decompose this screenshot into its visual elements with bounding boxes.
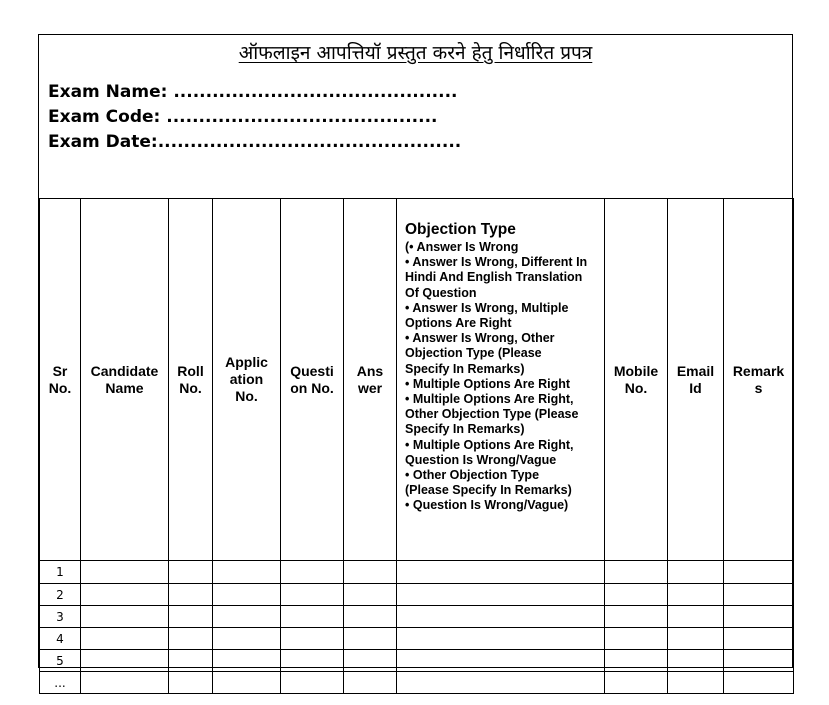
table-row (40, 606, 794, 628)
header-mobile-no: Mobile No. (605, 199, 668, 561)
roll-no-cell[interactable] (169, 584, 213, 606)
candidate-name-cell[interactable] (81, 628, 169, 650)
roll-no-cell[interactable] (169, 606, 213, 628)
answer-cell[interactable] (344, 584, 397, 606)
objection-option: • Answer Is Wrong, Different In Hindi And English Translation Of Question (405, 255, 588, 300)
table-row (40, 672, 794, 694)
email-id-cell[interactable] (668, 650, 724, 672)
question-no-cell[interactable] (281, 561, 344, 584)
mobile-no-cell[interactable] (605, 584, 668, 606)
question-no-cell[interactable] (281, 584, 344, 606)
objection-table (39, 198, 794, 694)
answer-cell[interactable] (344, 672, 397, 694)
candidate-name-cell[interactable] (81, 584, 169, 606)
question-no-cell[interactable] (281, 650, 344, 672)
application-no-cell[interactable] (213, 584, 281, 606)
answer-cell[interactable] (344, 606, 397, 628)
application-no-cell[interactable] (213, 628, 281, 650)
mobile-no-cell[interactable] (605, 606, 668, 628)
answer-cell[interactable] (344, 628, 397, 650)
header-roll-no: Roll No. (169, 199, 213, 561)
objection-option: • Answer Is Wrong, Multiple Options Are Right (405, 300, 569, 331)
header-remarks: Remarks (724, 199, 794, 561)
remarks-cell[interactable] (724, 628, 794, 650)
roll-no-cell[interactable] (169, 561, 213, 584)
question-no-cell[interactable] (281, 628, 344, 650)
remarks-cell[interactable] (724, 606, 794, 628)
table-row (40, 561, 794, 584)
objection-type-title: Objection Type (405, 221, 516, 238)
application-no-cell[interactable] (213, 606, 281, 628)
exam-name-field: Exam Name: ............................................ (48, 82, 458, 102)
objection-type-cell[interactable] (397, 672, 605, 694)
candidate-name-cell[interactable] (81, 561, 169, 584)
objection-option: (• Answer Is Wrong (405, 240, 519, 254)
email-id-cell[interactable] (668, 628, 724, 650)
row-number: 4 (40, 628, 81, 650)
mobile-no-cell[interactable] (605, 628, 668, 650)
header-row (40, 199, 794, 561)
objection-type-cell[interactable] (397, 584, 605, 606)
objection-option: • Multiple Options Are Right (405, 376, 571, 391)
email-id-cell[interactable] (668, 606, 724, 628)
objection-option: • Multiple Options Are Right, Question Is Wrong/Vague (405, 437, 574, 467)
header-email-id: Email Id (668, 199, 724, 561)
row-number: 5 (40, 650, 81, 672)
exam-date-field: Exam Date:............................................... (48, 132, 462, 152)
email-id-cell[interactable] (668, 672, 724, 694)
mobile-no-cell[interactable] (605, 672, 668, 694)
candidate-name-cell[interactable] (81, 606, 169, 628)
mobile-no-cell[interactable] (605, 650, 668, 672)
table-row (40, 584, 794, 606)
row-number: 2 (40, 584, 81, 606)
row-number: ... (40, 672, 81, 694)
header-sr-no: Sr No. (40, 199, 81, 561)
form-header (39, 35, 792, 198)
row-number: 1 (40, 561, 81, 584)
roll-no-cell[interactable] (169, 672, 213, 694)
objection-option: • Answer Is Wrong, Other Objection Type (Please Specify In Remarks) (405, 331, 555, 376)
objection-option: • Multiple Options Are Right, Other Objection Type (Please Specify In Remarks) (405, 392, 579, 437)
objection-option: • Other Objection Type (Please Specify In Remarks) (405, 468, 572, 498)
header-application-no: Application No. (213, 199, 281, 561)
exam-code-field: Exam Code: .......................................... (48, 107, 438, 127)
application-no-cell[interactable] (213, 561, 281, 584)
application-no-cell[interactable] (213, 672, 281, 694)
email-id-cell[interactable] (668, 584, 724, 606)
candidate-name-cell[interactable] (81, 650, 169, 672)
objection-type-cell[interactable] (397, 650, 605, 672)
table-row (40, 650, 794, 672)
remarks-cell[interactable] (724, 584, 794, 606)
header-objection-type (397, 199, 605, 561)
objection-type-cell[interactable] (397, 628, 605, 650)
header-answer: Answer (344, 199, 397, 561)
email-id-cell[interactable] (668, 561, 724, 584)
form-title: ऑफलाइन आपत्तियॉ प्रस्तुत करने हेतु निर्धारित प्रपत्र (238, 42, 593, 64)
question-no-cell[interactable] (281, 606, 344, 628)
question-no-cell[interactable] (281, 672, 344, 694)
application-no-cell[interactable] (213, 650, 281, 672)
header-candidate-name: Candidate Name (81, 199, 169, 561)
table-row (40, 628, 794, 650)
remarks-cell[interactable] (724, 650, 794, 672)
remarks-cell[interactable] (724, 561, 794, 584)
roll-no-cell[interactable] (169, 650, 213, 672)
objection-form (38, 34, 793, 690)
roll-no-cell[interactable] (169, 628, 213, 650)
remarks-cell[interactable] (724, 672, 794, 694)
row-number: 3 (40, 606, 81, 628)
objection-type-cell[interactable] (397, 561, 605, 584)
objection-option: • Question Is Wrong/Vague) (405, 498, 569, 513)
mobile-no-cell[interactable] (605, 561, 668, 584)
answer-cell[interactable] (344, 650, 397, 672)
answer-cell[interactable] (344, 561, 397, 584)
candidate-name-cell[interactable] (81, 672, 169, 694)
header-question-no: Question No. (281, 199, 344, 561)
objection-type-cell[interactable] (397, 606, 605, 628)
